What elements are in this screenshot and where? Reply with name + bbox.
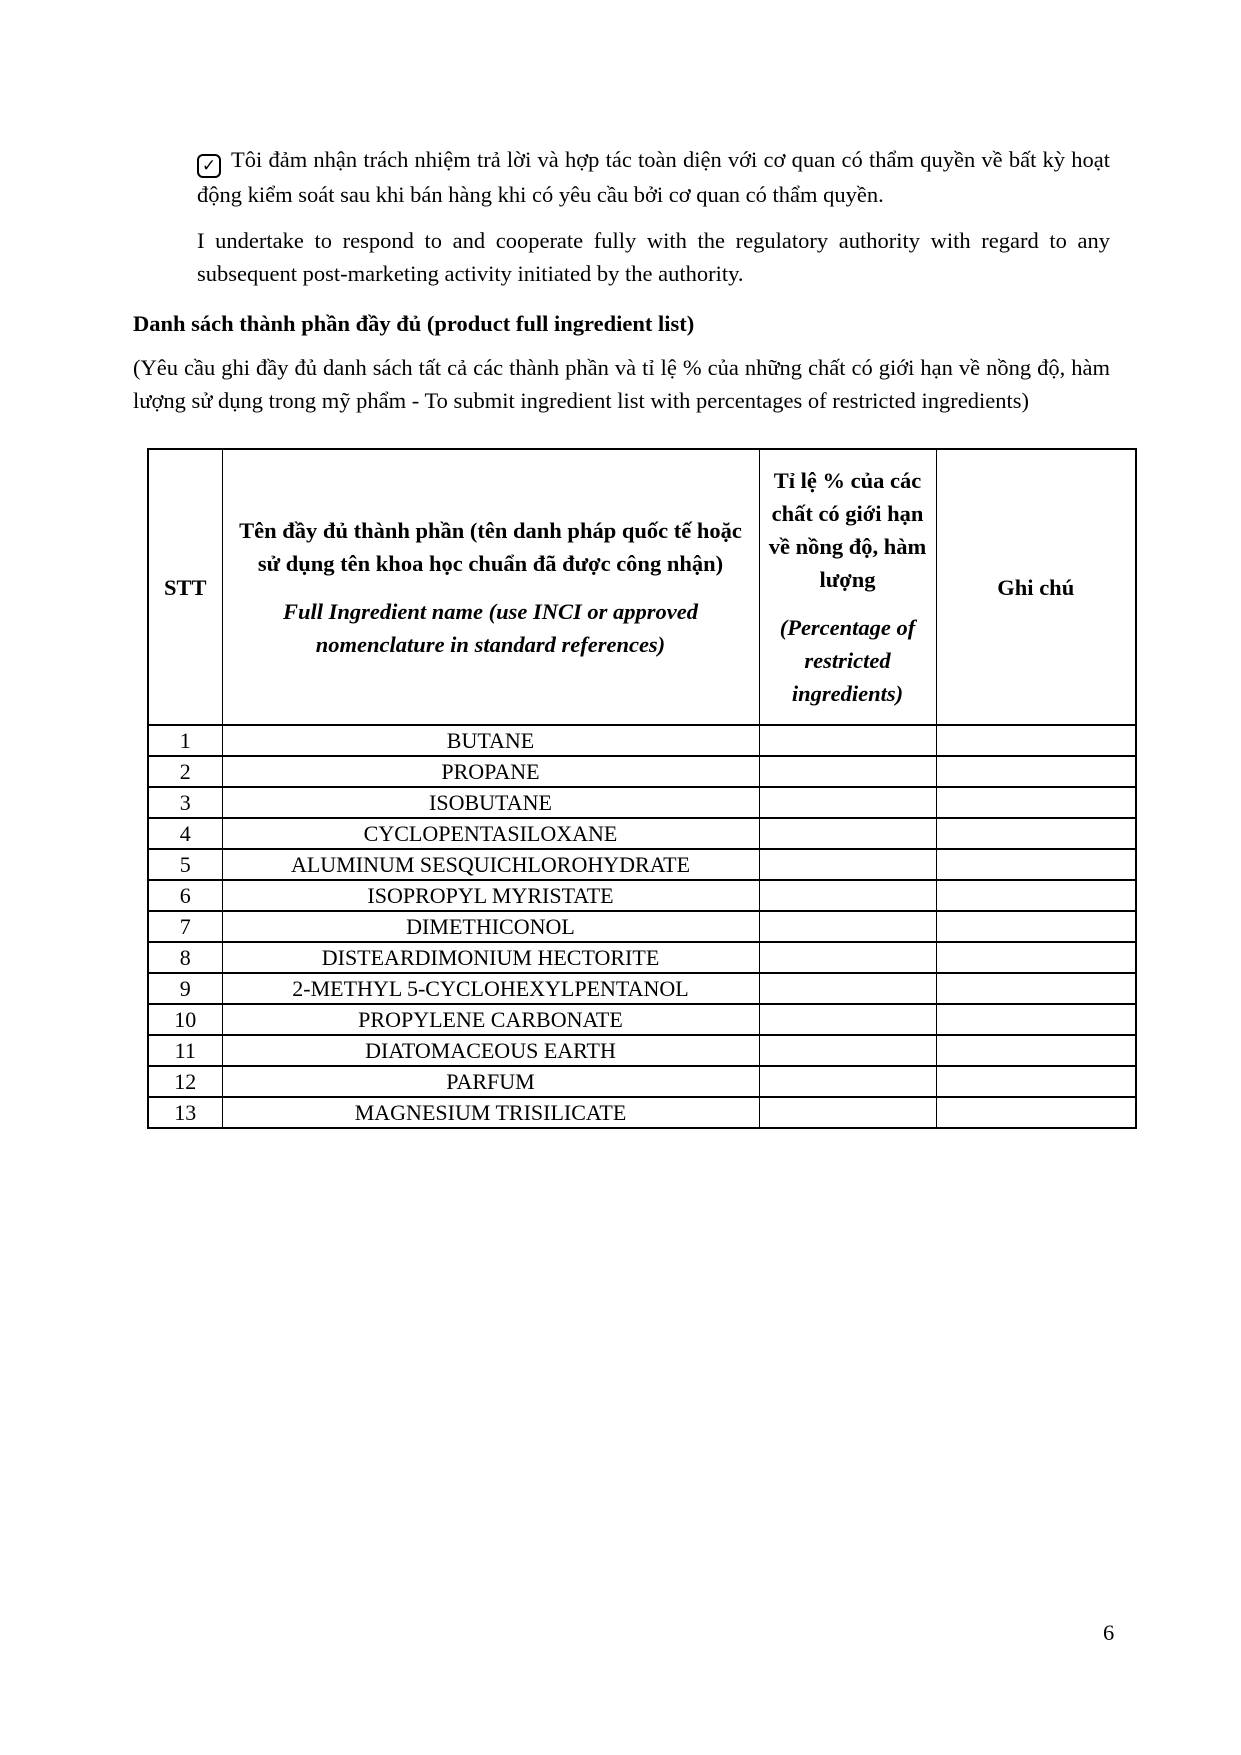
ingredient-name: ALUMINUM SESQUICHLOROHYDRATE <box>222 849 759 880</box>
percentage-value <box>759 756 936 787</box>
note-value <box>936 911 1136 942</box>
ingredient-name: MAGNESIUM TRISILICATE <box>222 1097 759 1128</box>
row-number: 5 <box>148 849 222 880</box>
row-number: 12 <box>148 1066 222 1097</box>
percentage-value <box>759 787 936 818</box>
ingredient-name: PROPANE <box>222 756 759 787</box>
ingredient-name: DIMETHICONOL <box>222 911 759 942</box>
table-row <box>148 818 1136 849</box>
note-value <box>936 725 1136 756</box>
header-percentage-en: (Percentage of restricted ingredients) <box>779 615 916 706</box>
row-number: 7 <box>148 911 222 942</box>
row-number: 10 <box>148 1004 222 1035</box>
page-number: 6 <box>1103 1620 1115 1645</box>
undertaking-paragraph-vi <box>197 143 1110 211</box>
row-number: 4 <box>148 818 222 849</box>
ingredient-table-header <box>148 449 1136 725</box>
note-value <box>936 880 1136 911</box>
row-number: 13 <box>148 1097 222 1128</box>
percentage-value <box>759 911 936 942</box>
ingredient-name: ISOPROPYL MYRISTATE <box>222 880 759 911</box>
note-value <box>936 818 1136 849</box>
table-row <box>148 973 1136 1004</box>
note-value <box>936 1035 1136 1066</box>
ingredient-name: PROPYLENE CARBONATE <box>222 1004 759 1035</box>
ingredient-table-body <box>148 725 1136 1128</box>
undertaking-text-vi: Tôi đảm nhận trách nhiệm trả lời và hợp tác toàn diện với cơ quan có thẩm quyền về bất kỳ hoạt động kiểm soát sau khi bán hàng khi có yêu cầu bởi cơ quan có thẩm quyền. <box>197 147 1110 207</box>
undertaking-text-en: I undertake to respond to and cooperate fully with the regulatory authority with regard to any subsequent post-marketing activity initiated by the authority. <box>197 228 1110 286</box>
ingredient-table <box>147 448 1137 1129</box>
undertaking-paragraph-en <box>197 224 1110 290</box>
row-number: 1 <box>148 725 222 756</box>
row-number: 9 <box>148 973 222 1004</box>
table-row <box>148 1035 1136 1066</box>
table-row <box>148 1066 1136 1097</box>
table-row <box>148 1097 1136 1128</box>
row-number: 11 <box>148 1035 222 1066</box>
table-row <box>148 787 1136 818</box>
row-number: 6 <box>148 880 222 911</box>
ingredient-name: DISTEARDIMONIUM HECTORITE <box>222 942 759 973</box>
ingredient-name: CYCLOPENTASILOXANE <box>222 818 759 849</box>
note-value <box>936 756 1136 787</box>
header-row <box>148 449 1136 725</box>
header-ingredient-name-en: Full Ingredient name (use INCI or approved nomenclature in standard references) <box>282 598 699 657</box>
note-value <box>936 973 1136 1004</box>
table-row <box>148 911 1136 942</box>
table-row <box>148 942 1136 973</box>
percentage-value <box>759 725 936 756</box>
ingredient-name: DIATOMACEOUS EARTH <box>222 1035 759 1066</box>
ingredient-name: 2-METHYL 5-CYCLOHEXYLPENTANOL <box>222 973 759 1004</box>
header-notes: Ghi chú <box>936 449 1136 725</box>
percentage-value <box>759 1035 936 1066</box>
row-number: 2 <box>148 756 222 787</box>
checked-checkbox[interactable] <box>197 154 221 178</box>
note-value <box>936 787 1136 818</box>
header-stt: STT <box>148 449 222 725</box>
ingredient-name: BUTANE <box>222 725 759 756</box>
table-row <box>148 756 1136 787</box>
table-row <box>148 849 1136 880</box>
note-value <box>936 849 1136 880</box>
header-percentage-vi: Tỉ lệ % của các chất có giới hạn về nồng độ, hàm lượng <box>768 468 927 592</box>
ingredient-name: ISOBUTANE <box>222 787 759 818</box>
section-heading: Danh sách thành phần đầy đủ (product full ingredient list) <box>133 311 695 336</box>
note-value <box>936 1097 1136 1128</box>
table-row <box>148 880 1136 911</box>
percentage-value <box>759 818 936 849</box>
table-row <box>148 725 1136 756</box>
section-note: (Yêu cầu ghi đầy đủ danh sách tất cả các thành phần và tỉ lệ % của những chất có giới hạn về nồng độ, hàm lượng sử dụng trong mỹ phẩm - To submit ingredient list with percentages of restricted ingredients) <box>133 355 1110 413</box>
percentage-value <box>759 849 936 880</box>
percentage-value <box>759 1097 936 1128</box>
percentage-value <box>759 1004 936 1035</box>
percentage-value <box>759 942 936 973</box>
table-row <box>148 1004 1136 1035</box>
header-ingredient-name-vi: Tên đầy đủ thành phần (tên danh pháp quốc tế hoặc sử dụng tên khoa học chuẩn đã được công nhận) <box>239 517 742 576</box>
percentage-value <box>759 1066 936 1097</box>
checkmark-icon: ✓ <box>201 156 217 176</box>
note-value <box>936 942 1136 973</box>
percentage-value <box>759 973 936 1004</box>
percentage-value <box>759 880 936 911</box>
header-ingredient-name <box>222 449 759 725</box>
note-value <box>936 1066 1136 1097</box>
header-percentage <box>759 449 936 725</box>
row-number: 3 <box>148 787 222 818</box>
note-value <box>936 1004 1136 1035</box>
ingredient-name: PARFUM <box>222 1066 759 1097</box>
row-number: 8 <box>148 942 222 973</box>
